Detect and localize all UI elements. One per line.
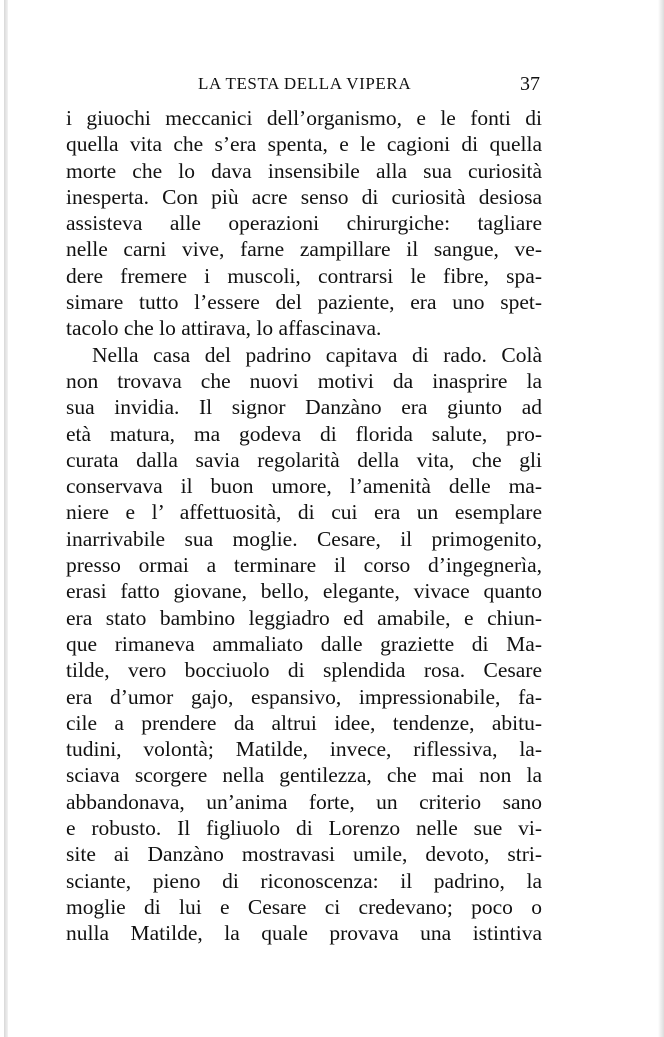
text-line: nulla Matilde, la quale provava una istintiva <box>66 921 542 946</box>
text-line: conservava il buon umore, l’amenità delle ma- <box>66 474 542 499</box>
text-line: dere fremere i muscoli, contrarsi le fibre, spa- <box>66 263 542 288</box>
text-line: era d’umor gajo, espansivo, impressionabile, fa- <box>66 684 542 709</box>
text-line: presso ormai a terminare il corso d’ingegnerìa, <box>66 553 542 578</box>
text-line: non trovava che nuovi motivi da inasprire la <box>66 368 542 393</box>
text-line: tilde, vero bocciuolo di splendida rosa. Cesare <box>66 658 542 683</box>
text-line: sciante, pieno di riconoscenza: il padrino, la <box>66 868 542 893</box>
text-line: e robusto. Il figliuolo di Lorenzo nelle sue vi- <box>66 816 542 841</box>
text-line: età matura, ma godeva di florida salute, pro- <box>66 421 542 446</box>
running-title: LA TESTA DELLA VIPERA <box>198 74 412 93</box>
running-header <box>198 74 540 98</box>
paragraph-end-line: tacolo che lo attirava, lo affascinava. <box>66 316 382 341</box>
text-line: sciava scorgere nella gentilezza, che mai non la <box>66 763 542 788</box>
text-line: sua invidia. Il signor Danzàno era giunto ad <box>66 395 542 420</box>
text-line: que rimaneva ammaliato dalle graziette di Ma- <box>66 631 542 656</box>
body-text <box>66 105 542 947</box>
text-line: site ai Danzàno mostravasi umile, devoto, stri- <box>66 842 542 867</box>
text-line: tudini, volontà; Matilde, invece, riflessiva, la- <box>66 737 542 762</box>
text-line: nelle carni vive, farne zampillare il sangue, ve- <box>66 237 542 262</box>
text-line: simare tutto l’essere del paziente, era uno spet- <box>66 290 542 315</box>
text-line: morte che lo dava insensibile alla sua curiosità <box>66 158 542 183</box>
page-number: 37 <box>520 73 540 95</box>
page-right-edge-shadow <box>658 0 664 1037</box>
text-line: abbandonava, un’anima forte, un criterio sano <box>66 789 542 814</box>
text-line: i giuochi meccanici dell’organismo, e le fonti di <box>66 106 542 130</box>
text-line: curata dalla savia regolarità della vita, che gli <box>66 447 542 472</box>
page-left-edge-shadow <box>4 0 8 1037</box>
text-line: cile a prendere da altrui idee, tendenze, abitu- <box>66 710 542 735</box>
text-line: moglie di lui e Cesare ci credevano; poco o <box>66 894 542 919</box>
text-line: niere e l’ affettuosità, di cui era un esemplare <box>66 500 542 525</box>
text-line: quella vita che s’era spenta, e le cagioni di quella <box>66 132 542 157</box>
text-line: inesperta. Con più acre senso di curiosità desiosa <box>66 184 542 209</box>
text-line: inarrivabile sua moglie. Cesare, il primogenito, <box>66 526 542 551</box>
paragraph-first-line: Nella casa del padrino capitava di rado. Colà <box>92 342 542 367</box>
text-line: era stato bambino leggiadro ed amabile, e chiun- <box>66 605 542 630</box>
text-line: erasi fatto giovane, bello, elegante, vivace quanto <box>66 579 542 604</box>
text-line: assisteva alle operazioni chirurgiche: tagliare <box>66 211 542 236</box>
